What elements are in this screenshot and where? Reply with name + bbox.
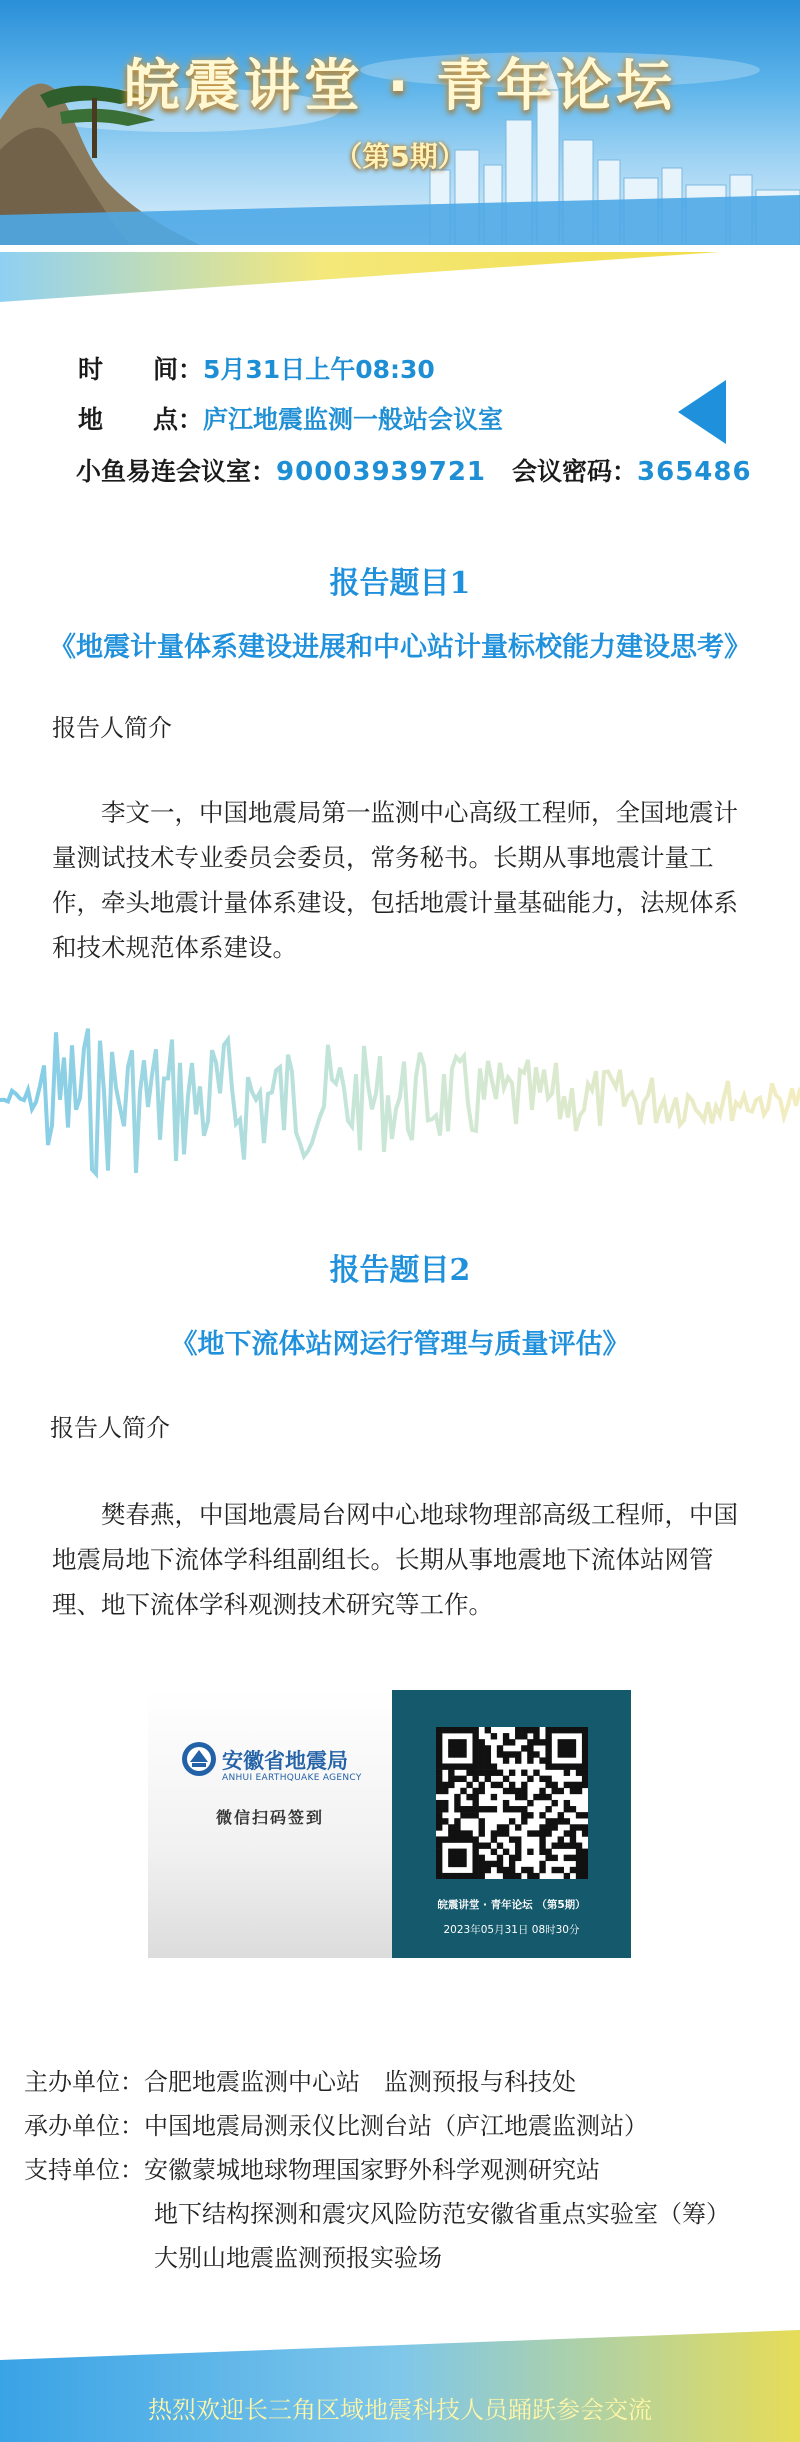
organizer-label: 承办单位： <box>24 2112 144 2140</box>
organizer-value: 中国地震局测汞仪比测台站（庐江地震监测站） <box>144 2112 648 2140</box>
qr-event-datetime: 2023年05月31日 08时30分 <box>443 1924 580 1936</box>
support-value-2: 地下结构探测和震灾风险防范安徽省重点实验室（筹） <box>154 2200 730 2228</box>
agency-name: 安徽省地震局 <box>222 1749 348 1773</box>
decorative-stripe <box>0 252 800 302</box>
qr-code[interactable] <box>436 1727 588 1879</box>
footer-banner <box>0 2330 800 2442</box>
qr-code-pattern <box>436 1727 588 1879</box>
report-2-heading: 报告题目2 <box>329 1253 471 1288</box>
banner-scenery <box>0 0 800 245</box>
password-label: 会议密码： <box>512 457 638 486</box>
meeting-room-row <box>76 452 752 488</box>
time-label: 时 间： <box>78 355 204 384</box>
report-2-bio: 樊春燕，中国地震局台网中心地球物理部高级工程师，中国地震局地下流体学科组副组长。长期从事地震地下流体站网管理、地下流体学科观测技术研究等工作。 <box>52 1500 738 1619</box>
agency-english-name: ANHUI EARTHQUAKE AGENCY <box>222 1773 362 1783</box>
report-2-title: 《地下流体站网运行管理与质量评估》 <box>170 1329 630 1360</box>
seismic-waveform-graphic <box>0 1005 800 1190</box>
scan-to-sign-in-label: 微信扫码签到 <box>215 1808 324 1827</box>
report-1-heading: 报告题目1 <box>329 566 471 601</box>
report-1-intro-label: 报告人简介 <box>52 714 172 742</box>
report-1-title: 《地震计量体系建设进展和中心站计量标校能力建设思考》 <box>49 632 751 663</box>
host-label: 主办单位： <box>24 2068 144 2096</box>
support-label: 支持单位： <box>24 2156 144 2184</box>
issue-number: （第5期） <box>334 140 466 173</box>
play-triangle-icon <box>678 380 726 444</box>
report-2-intro-label: 报告人简介 <box>50 1414 170 1442</box>
footer-slogan: 热烈欢迎长三角区域地震科技人员踊跃参会交流 <box>148 2396 652 2424</box>
room-id[interactable]: 90003939721 <box>276 457 487 487</box>
place-label: 地 点： <box>78 405 204 434</box>
page-title: 皖震讲堂 · 青年论坛 <box>123 54 677 119</box>
time-row <box>78 350 435 386</box>
report-1-bio: 李文一，中国地震局第一监测中心高级工程师，全国地震计量测试技术专业委员会委员，常务秘书。长期从事地震计量工作，牵头地震计量体系建设，包括地震计量基础能力，法规体系和技术规范体系建设。 <box>52 798 738 962</box>
organizer-row <box>24 2106 648 2141</box>
host-value: 合肥地震监测中心站 监测预报与科技处 <box>144 2068 576 2096</box>
place-row <box>78 400 503 436</box>
support-value-3: 大别山地震监测预报实验场 <box>154 2244 442 2272</box>
host-row <box>24 2062 576 2097</box>
room-label: 小鱼易连会议室： <box>76 457 277 486</box>
time-value: 5月31日上午08:30 <box>203 355 435 384</box>
header-banner <box>0 0 800 245</box>
support-row <box>24 2150 600 2185</box>
agency-logo-icon <box>180 1740 218 1778</box>
place-value: 庐江地震监测一般站会议室 <box>203 405 504 434</box>
qr-event-caption: 皖震讲堂 · 青年论坛 （第5期） <box>437 1899 586 1911</box>
support-value-1: 安徽蒙城地球物理国家野外科学观测研究站 <box>144 2156 600 2184</box>
password-value[interactable]: 365486 <box>637 457 752 487</box>
waveform-line <box>0 1029 800 1174</box>
